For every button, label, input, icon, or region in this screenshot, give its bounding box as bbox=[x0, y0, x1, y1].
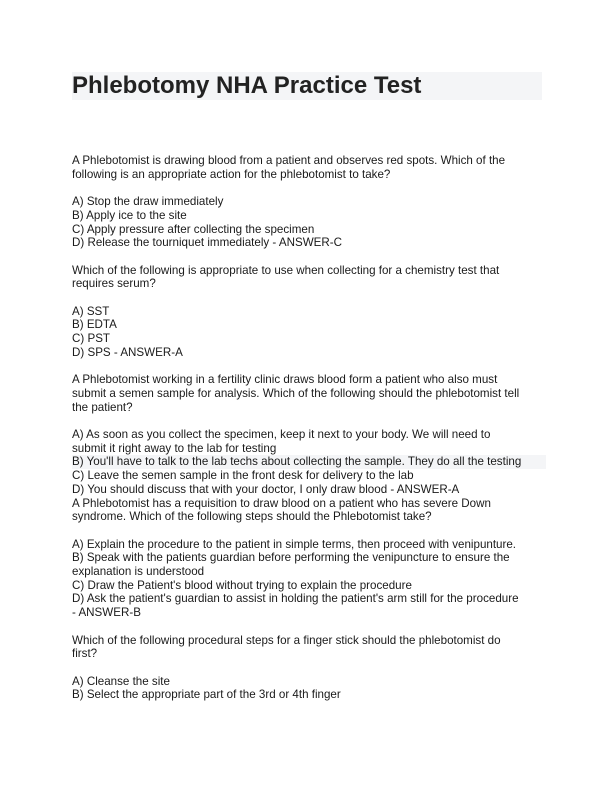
question-4-prompt-line-2: syndrome. Which of the following steps should the Phlebotomist take? bbox=[72, 510, 432, 524]
question-3-options bbox=[72, 428, 546, 497]
question-4-prompt bbox=[72, 497, 546, 524]
question-2-option-b: B) EDTA bbox=[72, 318, 117, 332]
question-5-options bbox=[72, 675, 546, 702]
question-3-prompt-line-1: A Phlebotomist working in a fertility clinic draws blood form a patient who also must bbox=[72, 373, 498, 387]
question-1-prompt-line-2: following is an appropriate action for the phlebotomist to take? bbox=[72, 167, 391, 181]
question-3-prompt bbox=[72, 373, 546, 414]
question-1-option-d: D) Release the tourniquet immediately - ANSWER-C bbox=[72, 236, 342, 250]
question-2-prompt-line-2: requires serum? bbox=[72, 277, 156, 291]
question-1-option-a: A) Stop the draw immediately bbox=[72, 195, 224, 209]
question-3-prompt-line-2: submit a semen sample for analysis. Which of the following should the phlebotomist tell bbox=[72, 386, 520, 400]
question-4-answer: - ANSWER-B bbox=[72, 606, 141, 620]
question-3-option-a: A) As soon as you collect the specimen, keep it next to your body. We will need to bbox=[72, 427, 491, 441]
question-5-prompt-line-2: first? bbox=[72, 647, 98, 661]
question-4-option-a: A) Explain the procedure to the patient in simple terms, then proceed with venipunture. bbox=[72, 537, 517, 551]
question-1-options bbox=[72, 195, 546, 250]
question-2-prompt bbox=[72, 264, 546, 291]
question-3-option-c: C) Leave the semen sample in the front desk for delivery to the lab bbox=[72, 469, 414, 483]
question-4-option-c: C) Draw the Patient's blood without trying to explain the procedure bbox=[72, 578, 412, 592]
document-body bbox=[72, 154, 546, 702]
question-2-prompt-line-1: Which of the following is appropriate to use when collecting for a chemistry test that bbox=[72, 263, 500, 277]
question-2-option-d: D) SPS - ANSWER-A bbox=[72, 345, 183, 359]
question-3-option-b: B) You'll have to talk to the lab techs about collecting the sample. They do all the testing bbox=[72, 455, 546, 469]
question-4-option-b-cont: explanation is understood bbox=[72, 565, 205, 578]
question-4-option-d: D) Ask the patient's guardian to assist in holding the patient's arm still for the procedure bbox=[72, 592, 519, 606]
question-5-prompt bbox=[72, 634, 546, 661]
question-2-option-c: C) PST bbox=[72, 332, 111, 346]
question-4-prompt-line-1: A Phlebotomist has a requisition to draw blood on a patient who has severe Down bbox=[72, 496, 491, 510]
question-1-prompt-line-1: A Phlebotomist is drawing blood from a patient and observes red spots. Which of the bbox=[72, 154, 506, 167]
question-5-option-b: B) Select the appropriate part of the 3rd or 4th finger bbox=[72, 688, 341, 702]
question-5-option-a: A) Cleanse the site bbox=[72, 674, 170, 688]
question-1-option-b: B) Apply ice to the site bbox=[72, 208, 187, 222]
question-4-option-b: B) Speak with the patients guardian before performing the venipuncture to ensure the bbox=[72, 551, 510, 565]
question-1-option-c: C) Apply pressure after collecting the specimen bbox=[72, 222, 315, 236]
question-3-prompt-line-3: the patient? bbox=[72, 400, 133, 414]
question-4-options bbox=[72, 538, 546, 620]
question-3-option-a-cont: submit it right away to the lab for testing bbox=[72, 441, 277, 455]
question-1-prompt bbox=[72, 154, 546, 181]
question-2-option-a: A) SST bbox=[72, 304, 110, 318]
question-5-prompt-line-1: Which of the following procedural steps for a finger stick should the phlebotomist do bbox=[72, 633, 501, 647]
question-3-option-d: D) You should discuss that with your doctor, I only draw blood - ANSWER-A bbox=[72, 482, 460, 496]
document-title: Phlebotomy NHA Practice Test bbox=[72, 72, 422, 99]
question-2-options bbox=[72, 305, 546, 360]
